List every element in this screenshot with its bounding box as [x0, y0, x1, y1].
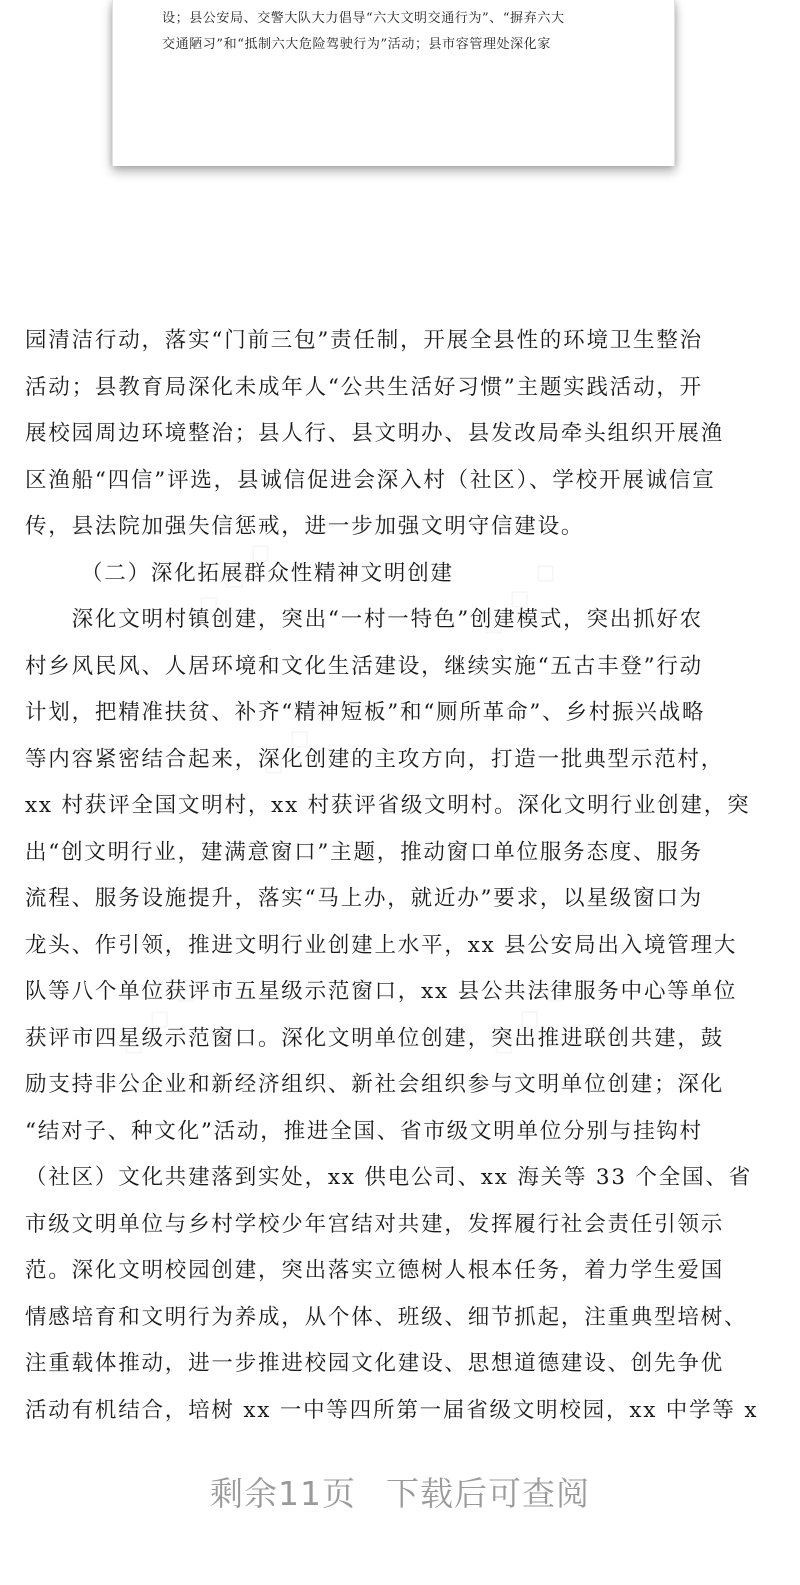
preview-line: 设；县公安局、交警大队大力倡导“六大文明交通行为”、“摒弃六大 — [162, 11, 565, 26]
text-line: “结对子、种文化”活动，推进全国、省市级文明单位分别与挂钩村 — [25, 1118, 703, 1144]
preview-line: 交通陋习”和“抵制六大危险驾驶行为”活动；县市容管理处深化家 — [162, 37, 551, 52]
download-to-view-label: 下载后可查阅 — [386, 1474, 590, 1513]
text-line: xx 村获评全国文明村，xx 村获评省级文明村。深化文明行业创建，突 — [25, 793, 751, 818]
text-line: 市级文明单位与乡村学校少年宫结对共建，发挥履行社会责任引领示 — [25, 1211, 725, 1237]
watermark-mark: ◇ ◇ ◇ — [482, 970, 577, 1065]
watermark-mark: ◇ ◇ ◇ — [252, 690, 347, 785]
text-line: 队等八个单位获评市五星级示范窗口，xx 县公共法律服务中心等单位 — [25, 979, 738, 1004]
watermark-mark: ◇ ◇ ◇ — [472, 550, 567, 645]
remaining-pages-label: 剩余11页 — [210, 1474, 356, 1513]
text-line: 注重载体推动，进一步推进校园文化建设、思想道德建设、创先争优 — [25, 1351, 725, 1376]
text-line: 等内容紧密结合起来，深化创建的主攻方向，打造一批典型示范村， — [25, 746, 725, 772]
text-line: 园清洁行动，落实“门前三包”责任制，开展全县性的环境卫生整治 — [25, 328, 703, 353]
text-line: 龙头、作引领，推进文明行业创建上水平，xx 县公安局出入境管理大 — [25, 932, 738, 958]
text-line: 出“创文明行业，建满意窗口”主题，推动窗口单位服务态度、服务 — [25, 839, 703, 865]
text-line: 计划，把精准扶贫、补齐“精神短板”和“厕所革命”、乡村振兴战略 — [25, 700, 706, 725]
text-line: 流程、服务设施提升，落实“马上办，就近办”要求，以星级窗口为 — [25, 886, 703, 911]
text-line: 范。深化文明校园创建，突出落实立德树人根本任务，着力学生爱国 — [25, 1258, 725, 1283]
download-prompt[interactable] — [0, 1468, 800, 1515]
text-line: 活动有机结合，培树 xx 一中等四所第一届省级文明校园，xx 中学等 x — [25, 1397, 759, 1423]
previous-page-preview — [112, 0, 675, 166]
text-line: 获评市四星级示范窗口。深化文明单位创建，突出推进联创共建，鼓 — [25, 1025, 725, 1051]
text-line: 村乡风民风、人居环境和文化生活建设，继续实施“五古丰登”行动 — [25, 653, 703, 679]
watermark-mark: ◇ ◇ ◇ — [112, 970, 207, 1065]
document-body — [25, 318, 770, 1434]
section-subheading: （二）深化拓展群众性精神文明创建 — [81, 560, 454, 586]
watermark-mark: ◇ ◇ ◇ — [187, 530, 282, 625]
text-line: 活动；县教育局深化未成年人“公共生活好习惯”主题实践活动，开 — [25, 374, 703, 400]
text-line: 励支持非公企业和新经济组织、新社会组织参与文明单位创建；深化 — [25, 1072, 725, 1097]
text-line: 深化文明村镇创建，突出“一村一特色”创建模式，突出抓好农 — [25, 607, 703, 632]
text-line: 区渔船“四信”评选，县诚信促进会深入村（社区）、学校开展诚信宣 — [25, 467, 716, 493]
text-line: 情感培育和文明行为养成，从个体、班级、细节抓起，注重典型培树、 — [25, 1304, 748, 1330]
text-line: （社区）文化共建落到实处，xx 供电公司、xx 海关等 33 个全国、省 — [25, 1165, 752, 1190]
text-line: 展校园周边环境整治；县人行、县文明办、县发改局牵头组织开展渔 — [25, 421, 725, 446]
text-line: 传，县法院加强失信惩戒，进一步加强文明守信建设。 — [25, 514, 585, 539]
